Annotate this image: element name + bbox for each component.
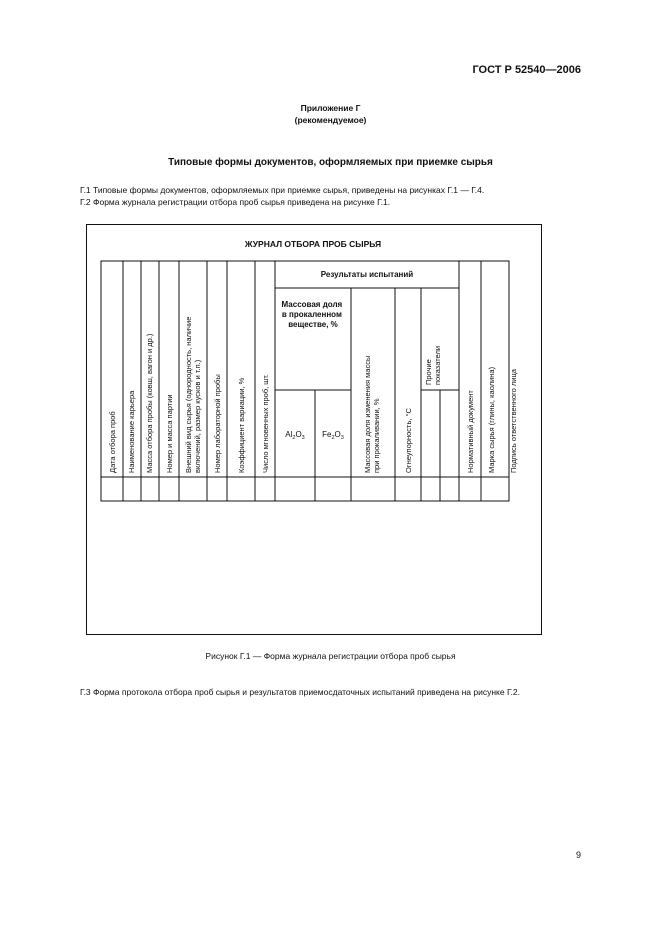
column-header-instant-samples: Число мгновенных проб, шт. [261,373,270,473]
paragraph-g1: Г.1 Типовые формы документов, оформляемых при приемке сырья, приведены на рисунках Г.1 — Г.4. [80,185,485,195]
annex-subtitle: (рекомендуемое) [294,115,367,125]
journal-form-table [87,225,540,633]
column-header-mass-change: Массовая доля изменения массы при прокаливании, % [363,355,381,473]
table-frame [101,261,509,501]
mass-fraction-header: Массовая доля в прокаленном веществе, % [281,300,343,329]
column-header-sample-mass: Масса отбора пробы (ковш, вагон и др.) [145,333,154,473]
section-heading: Типовые формы документов, оформляемых при приемке сырья [168,157,493,168]
annex-block [0,102,661,126]
paragraph-g3: Г.3 Форма протокола отбора проб сырья и результатов приемосдаточных испытаний приведена на рисунке Г.2. [80,687,520,697]
column-header-lab-sample: Номер лабораторной пробы [213,374,222,473]
column-header-batch-number: Номер и масса партии [165,394,174,473]
column-header-normative-doc: Нормативный документ [466,390,475,473]
paragraph-g2: Г.2 Форма журнала регистрации отбора проб сырья приведена на рисунке Г.1. [80,197,391,207]
figure-caption: Рисунок Г.1 — Форма журнала регистрации отбора проб сырья [205,651,456,661]
journal-form [86,224,542,635]
form-title: ЖУРНАЛ ОТБОРА ПРОБ СЫРЬЯ [244,239,382,249]
column-header-sampling-date: Дата отбора проб [108,411,117,473]
column-header-appearance: Внешний вид сырья (однородность, наличие включений, размер кусков и т.п.) [184,316,202,473]
annex-title: Приложение Г [300,103,361,113]
page-number: 9 [576,850,582,860]
al2o3-header: $Al_2O_3$ [285,430,305,441]
results-header: Результаты испытаний [320,270,414,279]
column-header-quarry-name: Наименование карьера [127,390,136,473]
column-header-raw-grade: Марка сырья (глины, каолина) [487,366,496,473]
column-header-variation-coef: Коэффициент вариации, % [237,377,246,473]
document-code: ГОСТ Р 52540—2006 [472,64,581,76]
column-header-signature: Подпись ответственного лица [509,369,518,473]
column-header-other-indicators: Прочие показатели [424,345,442,385]
column-header-refractoriness: Огнеупорность, °С [404,408,413,473]
fe2o3-header: $Fe_2O_3$ [322,430,344,441]
